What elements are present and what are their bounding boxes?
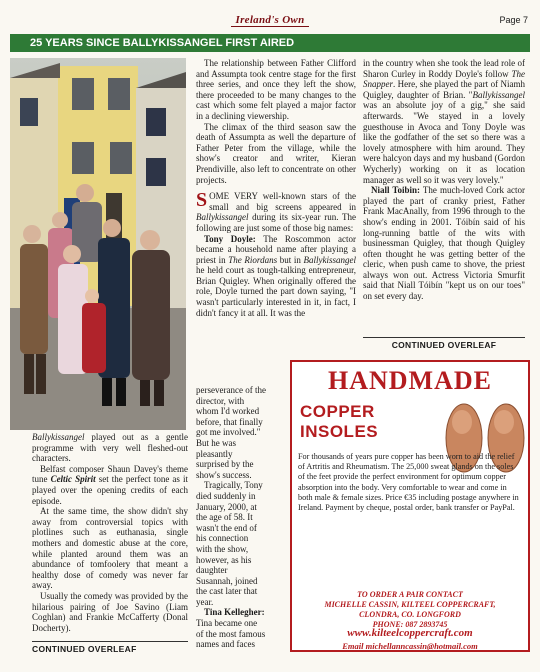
publication-name: Ireland's Own	[0, 14, 540, 26]
cast-photo-image	[10, 58, 186, 430]
ad-website-link[interactable]: www.kilteelcoppercraft.com	[347, 627, 473, 639]
article-column-2-narrow	[196, 385, 266, 650]
paragraph: The relationship between Father Clifford and Assumpta took centre stage for the first three series, and once they left the show, there proceeded to be many changes to the cast which some felt played a major factor in a declining viewership.	[196, 58, 356, 121]
paragraph: in the country when she took the lead role of Sharon Curley in Roddy Doyle's follow The Snapper. Here, she played the part of Niamh Quigley, daughter of Brian. "Ballykissangel was an absolute joy of a gig," she said afterwards. "We stayed in a lovely guesthouse in Avoca and Tony Doyle was like the godfather of the set so there was a lovely atmosphere with him around. They were halcyon days and my husband (Gordon Wycherly) working on it as location manager as well so it was very lovely."	[363, 58, 525, 185]
ad-headline: HANDMADE	[328, 366, 492, 395]
paragraph: Ballykissangel played out as a gentle programme with very well fleshed-out characters.	[32, 432, 188, 464]
article-column-2	[196, 58, 356, 318]
paragraph: Belfast composer Shaun Davey's theme tune Celtic Spirit set the perfect tone as it played over the opening credits of each episode.	[32, 463, 188, 506]
article-column-3	[363, 58, 525, 302]
paragraph-dropcap: SOME VERY well-known stars of the small and big screens appeared in Ballykissangel during its six-year run. The following are just some of those big names:	[196, 189, 356, 233]
paragraph: Tina Kellegher: Tina became one of the most famous names and faces	[196, 607, 266, 650]
paragraph: The climax of the third season saw the death of Assumpta as well the departure of Father Peter from the village, while the show's creator and writer, Kieran Prendiville, also left to concentrate on other projects.	[196, 121, 356, 185]
drop-cap: S	[196, 189, 208, 212]
paragraph: At the same time, the show didn't shy away from controversial topics with plotlines such as euthanasia, single mothers and domestic abuse at the core, while planted around them was an abundance of tomfoolery that meant a healthy dose of comedy was never far away.	[32, 506, 188, 591]
paragraph: Usually the comedy was provided by the hilarious pairing of Joe Savino (Liam Coghlan) and Frankie McCafferty (Donal Docherty).	[32, 590, 188, 633]
page-number: Page 7	[499, 15, 528, 25]
article-column-1	[32, 432, 188, 633]
section-banner: 25 YEARS SINCE BALLYKISSANGEL FIRST AIRED	[10, 34, 530, 52]
continued-overleaf-label: CONTINUED OVERLEAF	[32, 641, 188, 654]
paragraph: perseverance of the director, with whom I'd worked before, that finally got me involved." But he was pleasantly surprised by the show's success.	[196, 385, 266, 480]
paragraph: Tragically, Tony died suddenly in January, 2000, at the age of 58. It wasn't the end of his connection with the show, however, as his daughter Susannah, joined the cast later that year.	[196, 480, 263, 607]
copper-insoles-advert	[290, 360, 530, 652]
paragraph: Niall Toibin: The much-loved Cork actor played the part of cranky priest, Father Frank MacAnally, from 1996 through to the show's ending in 2001. Tóibín said of his long-running battle of the wits with businessman Quigley, that though Quigley often thought he was getting better of the cleric, when push came to shove, the priest always won out. Actress Victoria Smurfit said that Niall Tóibín "kept us on our toes" on set every day.	[363, 185, 525, 302]
ad-subheadline: COPPER INSOLES	[300, 402, 379, 441]
paragraph: Tony Doyle: The Roscommon actor became a household name after playing a priest in The Riordans but in Ballykissangel he held court as tough-talking entrepreneur, Brian Quigley. When originally offered the role, Doyle turned the part down saying, "I wasn't particularly interested in it, in fact, I didn't fancy it at all. It was the	[196, 233, 357, 318]
cast-photo	[10, 58, 186, 430]
ad-body: For thousands of years pure copper has been worn to aid the relief of Artritis and Rheumatism. The 25,000 sweat glands on the soles of the feet provide the perfect environment for optimum copper absorption into the body. Very comfortable to wear and come in both male & female sizes. Price €35 including postage anywhere in Ireland. Payment by cheque, postal order, bank transfer or PayPal.	[298, 452, 519, 513]
ad-order-contact: TO ORDER A PAIR CONTACT MICHELLE CASSIN, KILTEEL COPPERCRAFT, CLONDRA, CO. LONGFORD PHONE: 087 2893745	[324, 590, 496, 629]
continued-overleaf-label: CONTINUED OVERLEAF	[363, 337, 525, 350]
ad-email-link[interactable]: Email michellanncassin@hotmail.com	[342, 641, 478, 651]
masthead	[0, 14, 540, 30]
